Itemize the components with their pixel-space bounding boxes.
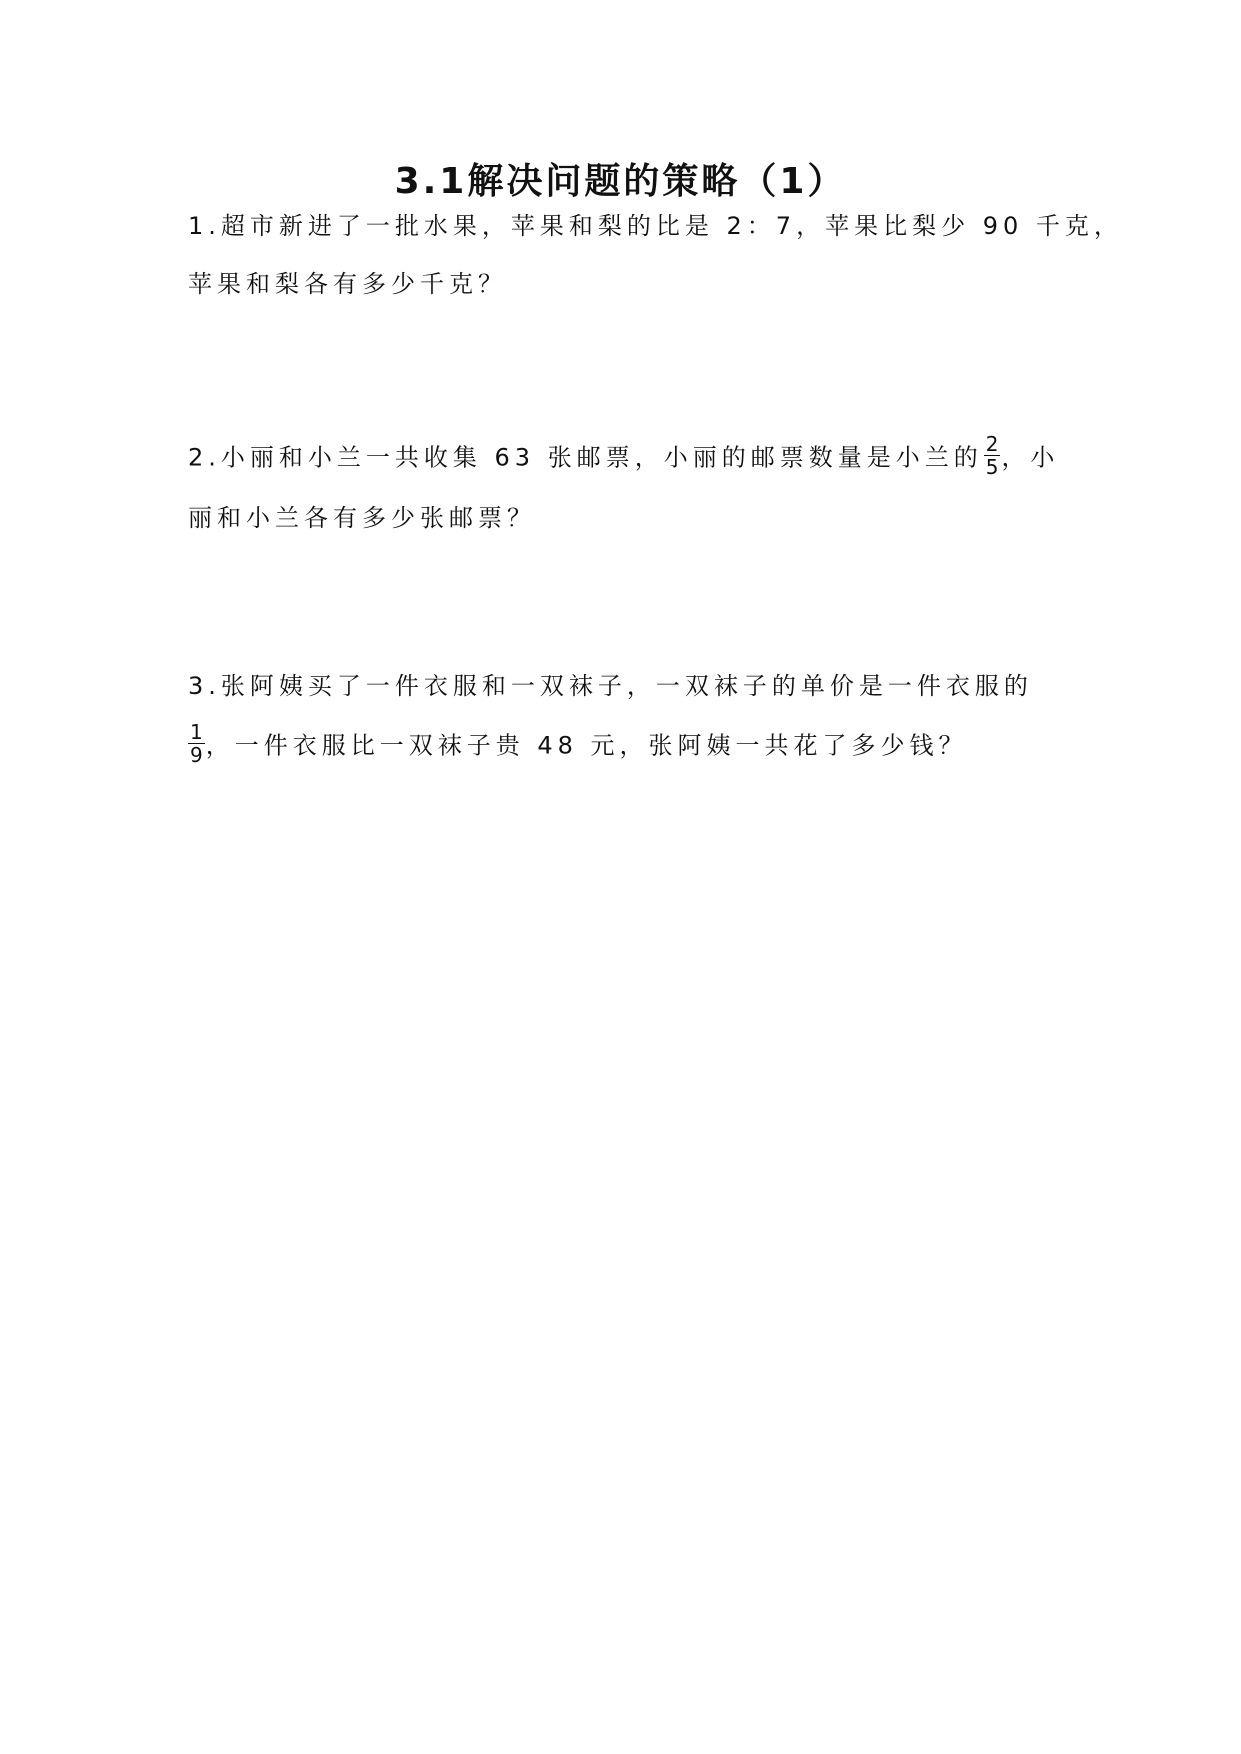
fraction-denominator: 9 <box>190 743 203 767</box>
question-2-line-2: 丽和小兰各有多少张邮票？ <box>188 504 536 532</box>
question-2-line-1 <box>188 432 1060 481</box>
fraction-numerator: 2 <box>985 432 999 456</box>
question-2-text-before-fraction: 2.小丽和小兰一共收集 63 张邮票，小丽的邮票数量是小兰的 <box>188 443 983 472</box>
question-3 <box>188 670 1068 800</box>
fraction-denominator: 5 <box>985 455 999 479</box>
fraction-one-ninth <box>188 721 205 766</box>
fraction-numerator: 1 <box>190 720 203 744</box>
page-title: 3.1解决问题的策略（1） <box>394 161 847 202</box>
question-1-line-2: 苹果和梨各有多少千克？ <box>188 270 507 298</box>
question-2 <box>188 432 1068 546</box>
question-1 <box>188 210 1123 310</box>
question-2-text-after-fraction: ，小 <box>1001 443 1060 472</box>
question-1-line-1: 1.超市新进了一批水果，苹果和梨的比是 2：7，苹果比梨少 90 千克， <box>188 212 1123 240</box>
question-3-line-2 <box>188 720 968 769</box>
question-3-line-1: 3.张阿姨买了一件衣服和一双袜子，一双袜子的单价是一件衣服的 <box>188 672 1033 700</box>
question-3-text-after-fraction: ，一件衣服比一双袜子贵 48 元，张阿姨一共花了多少钱？ <box>205 731 968 760</box>
fraction-two-fifths <box>984 433 1001 478</box>
